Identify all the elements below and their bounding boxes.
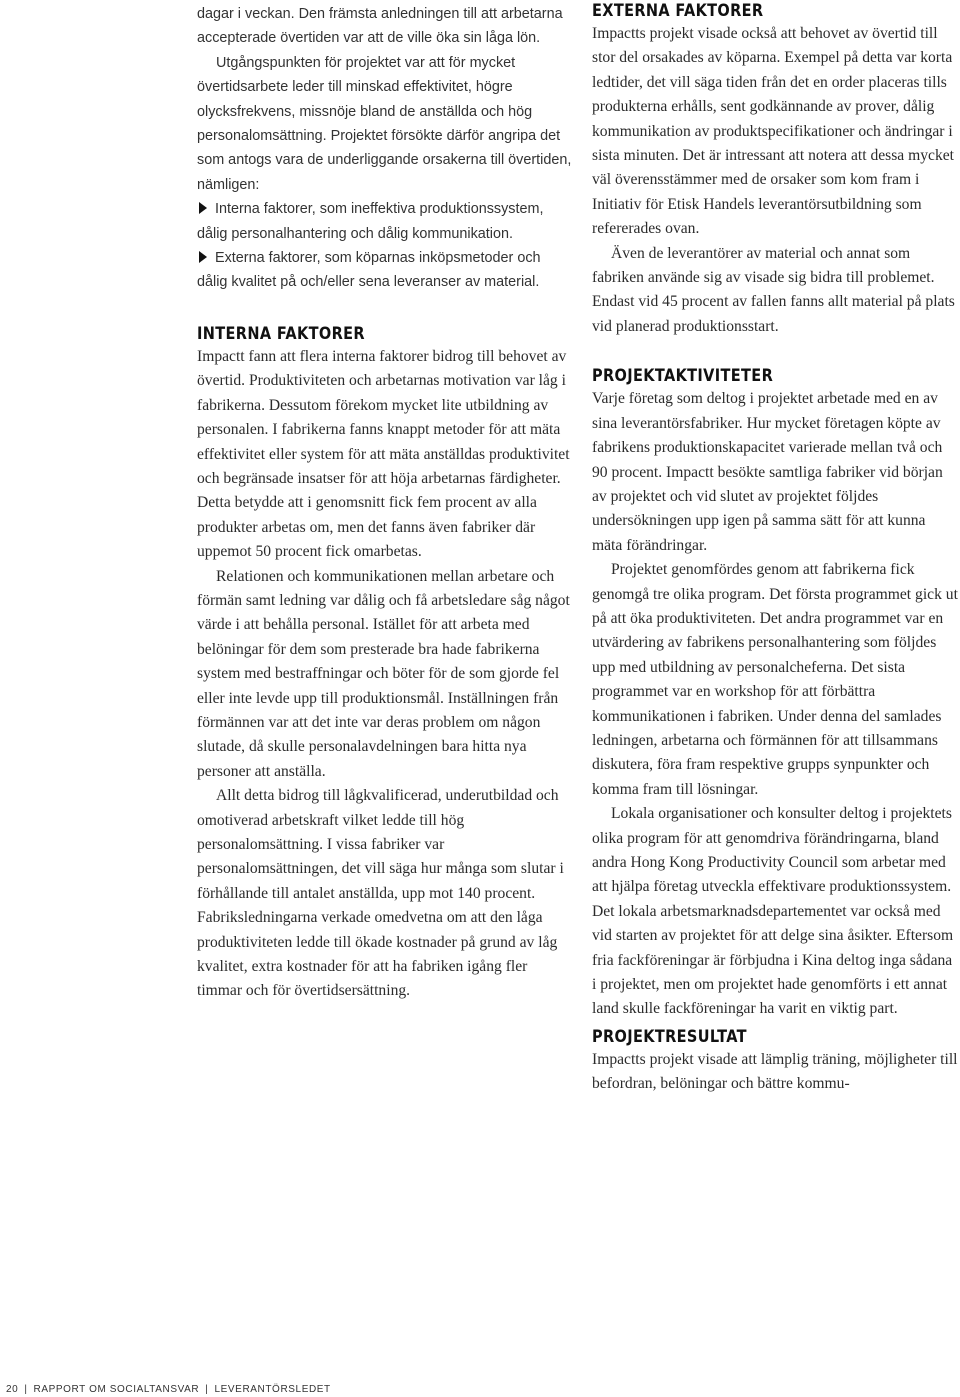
- page-footer: [6, 1384, 331, 1395]
- page-number: 20: [6, 1384, 19, 1395]
- bullet-internal-text: Interna faktorer, som ineffektiva produktionssystem, dålig personalhantering och dålig kommunikation.: [197, 201, 544, 242]
- triangle-bullet-icon: [199, 202, 207, 214]
- triangle-bullet-icon: [199, 251, 207, 263]
- heading-projektaktiviteter: PROJEKTAKTIVITETER: [592, 366, 774, 386]
- external-paragraph-1: Impactts projekt visade också att behovet av övertid till stor del orsakades av köparna. Exempel på detta var korta ledtider, det vill säga tiden från det en order placeras tills produkterna erhålls, sent godkännande av prover, dålig kommunikation av produktspecifikationer och ändringar i sista minuten. Det är intressant att notera att dessa mycket väl överensstämmer med de orsaker som kom fram i Initiativ för Etisk Handels leverantörsutbildning som refererades ovan.: [592, 25, 955, 238]
- activities-paragraph-3: Lokala organisationer och konsulter deltog i projektets olika program för att genomdriva förändringarna, bland andra Hong Kong Productivity Council som arbetar med att hjälpa företag utveckla effektivare produktionssystem. Det lokala arbetsmarknadsdepartementet var också med vid starten av projektet för att delge sina åsikter. Eftersom fria fackföreningar är förbjudna i Kina deltog inga sådana i projektet, men om projektet hade genomförts i ett annat land skulle fackföreningar ha varit en viktig part.: [592, 805, 954, 1018]
- heading-interna-faktorer: INTERNA FAKTORER: [197, 323, 365, 343]
- bullet-external: [197, 246, 572, 295]
- bullet-internal: [197, 197, 572, 246]
- internal-paragraph-1: Impactt fann att flera interna faktorer bidrog till behovet av övertid. Produktiviteten och arbetarnas motivation var låg i fabrikerna. Dessutom förekom mycket lite utbildning av personalen. I fabrikerna fanns knappt metoder för att mäta effektivitet eller system för att mäta anställdas produktivitet och begränsade insatser för att höja arbetarnas färdigheter. Detta betydde att i genomsnitt fick fem procent av alla produkter arbetas om, men det fanns även fabriker där uppemot 50 procent fick omarbetas.: [197, 347, 570, 561]
- right-column: [592, 0, 959, 1097]
- internal-paragraph-2: Relationen och kommunikationen mellan arbetare och förmän samt ledning var dålig och få arbetsledare såg något värde i att behålla personal. Istället för att arbeta med belöningar för dem som presterade bra hade fabrikerna system med bestraffningar och böter för de som gjorde fel eller inte levde upp till produktionsmål. Inställningen från förmännen var att det inte var deras problem om någon slutade, då skulle personalavdelningen bara hitta nya personer att anställa.: [197, 567, 570, 780]
- intro-paragraph-1: dagar i veckan. Den främsta anledningen till att arbetarna accepterade övertiden var att de ville öka sin låga lön.: [197, 6, 563, 47]
- left-column: [197, 0, 572, 1004]
- internal-paragraph-3: Allt detta bidrog till lågkvalificerad, underutbildad och omotiverad arbetskraft vilket ledde till hög personalomsättning. I vissa fabriker var personalomsättningen, det vill säga hur många som slutar i förhållande till antalet anställda, upp mot 140 procent. Fabriksledningarna verkade omedvetna om att den låga produktiviteten ledde till ökade kostnader på grund av låg kvalitet, extra kostnader för att ha fabriken igång fler timmar och för övertidsersättning.: [197, 787, 564, 1000]
- activities-paragraph-1: Varje företag som deltog i projektet arbetade med en av sina leverantörsfabriker. Hur mycket företagen köpte av fabrikens produktionskapacitet varierade mellan två och 90 procent. Impactt besökte samtliga fabriker vid början av projektet och vid slutet av projektet följdes undersökningen upp igen på samma sätt för att kunna mäta förändringar.: [592, 390, 943, 554]
- bullet-external-text: Externa faktorer, som köparnas inköpsmetoder och dålig kvalitet på och/eller sena leveranser av material.: [197, 250, 541, 291]
- footer-separator: |: [24, 1384, 28, 1395]
- footer-section-title: LEVERANTÖRSLEDET: [214, 1384, 331, 1395]
- heading-projektresultat: PROJEKTRESULTAT: [592, 1026, 747, 1046]
- intro-paragraph-2: Utgångspunkten för projektet var att för mycket övertidsarbete leder till minskad effektivitet, högre olycksfrekvens, missnöje bland de anställda och hög personalomsättning. Projektet försökte därför angripa det som antogs vara de underliggande orsakerna till övertiden, nämligen:: [197, 54, 572, 193]
- external-paragraph-2: Även de leverantörer av material och annat som fabriken använde sig av visade sig bidra till problemet. Endast vid 45 procent av fallen fanns allt material på plats vid planerad produktionsstart.: [592, 244, 955, 335]
- activities-paragraph-2: Projektet genomfördes genom att fabrikerna fick genomgå tre olika program. Det första programmet gick ut på att öka produktiviteten. Det andra programmet var en utvärdering av fabrikens personalhantering som följdes upp med utbildning av personalcheferna. Det sista programmet var en workshop för att förbättra kommunikationen i fabriken. Under denna del samlades ledningen, arbetarna och förmännen för att tillsammans diskutera, föra fram respektive grupps synpunkter och komma fram till lösningar.: [592, 561, 958, 798]
- footer-separator: |: [205, 1384, 209, 1395]
- result-paragraph-1: Impactts projekt visade att lämplig träning, möjligheter till befordran, belöningar och bättre kommu-: [592, 1050, 958, 1093]
- footer-report-title: RAPPORT OM SOCIALTANSVAR: [33, 1384, 200, 1395]
- heading-externa-faktorer: EXTERNA FAKTORER: [592, 1, 764, 20]
